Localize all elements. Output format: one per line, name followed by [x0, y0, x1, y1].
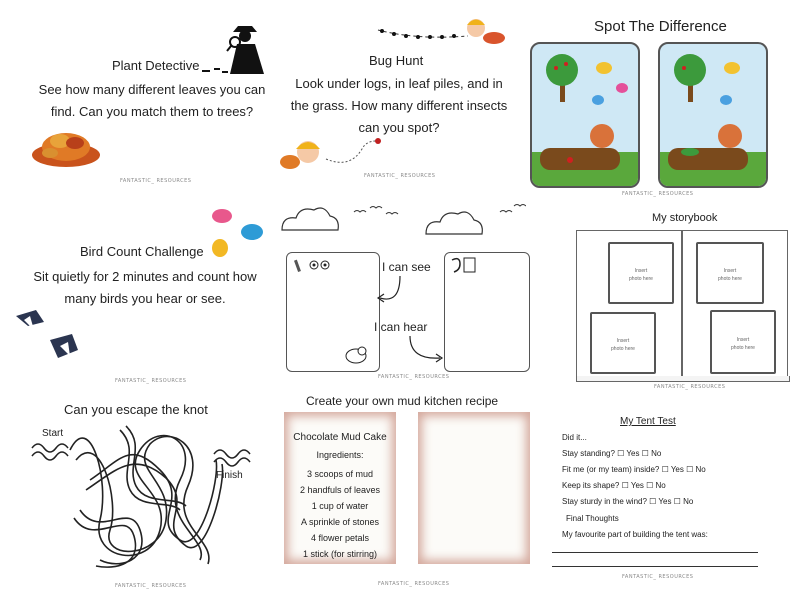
watermark: FANTASTIC_ RESOURCES: [378, 374, 450, 380]
knot-maze[interactable]: [30, 420, 260, 570]
ingredient-6: 1 stick (for stirring): [302, 549, 377, 559]
blank-recipe-card[interactable]: [418, 412, 530, 564]
photo-frame-2[interactable]: [696, 242, 764, 304]
photo-frame-4[interactable]: [710, 310, 776, 374]
plant-detective-title: Plant Detective: [112, 58, 200, 73]
tent-test-title: My Tent Test: [620, 416, 676, 427]
ingredients-label: Ingredients:: [316, 450, 364, 460]
mud-kitchen-card: [266, 390, 532, 600]
photo-frame-label: Insert photo here: [611, 338, 635, 353]
ingredient-2: 2 handfuls of leaves: [299, 485, 381, 495]
ingredient-3: 1 cup of water: [311, 501, 369, 511]
watermark: FANTASTIC_ RESOURCES: [115, 583, 187, 589]
bird-count-body: Sit quietly for 2 minutes and count how many birds you hear or see.: [33, 269, 257, 306]
arrows-icon: [366, 274, 446, 364]
tent-question-3: Keep its shape? ☐ Yes ☐ No: [562, 481, 666, 490]
bug-hunt-title: Bug Hunt: [369, 53, 424, 68]
watermark: FANTASTIC_ RESOURCES: [622, 574, 694, 580]
colorful-birds-icon: [206, 204, 268, 262]
bug-hunt-body: Look under logs, in leaf piles, and in the grass. How many different insects can you spot?: [290, 76, 508, 135]
ingredient-1: 3 scoops of mud: [306, 469, 374, 479]
watermark: FANTASTIC_ RESOURCES: [120, 178, 192, 184]
photo-frame-3[interactable]: [590, 312, 656, 374]
knot-start-label: Start: [42, 428, 64, 439]
pencil-eyes-icon: [294, 256, 334, 274]
storybook-title: My storybook: [652, 212, 718, 224]
clouds-icon: [276, 200, 526, 244]
difference-panel-right: [658, 42, 768, 188]
bird-count-title: Bird Count Challenge: [80, 244, 204, 259]
spot-difference-title: Spot The Difference: [594, 18, 727, 35]
i-can-hear-label: I can hear: [374, 320, 428, 334]
child-magnifier-icon: [280, 135, 390, 175]
recipe-card: [284, 412, 396, 564]
watermark: FANTASTIC_ RESOURCES: [115, 378, 187, 384]
detective-icon: [200, 22, 270, 77]
watermark: FANTASTIC_ RESOURCES: [622, 191, 694, 197]
ingredient-4: A sprinkle of stones: [300, 517, 380, 527]
plant-detective-card: [0, 0, 266, 200]
watermark: FANTASTIC_ RESOURCES: [378, 581, 450, 587]
knot-title: Can you escape the knot: [64, 402, 208, 417]
bug-hunt-card: [266, 0, 532, 200]
child-explorer-icon: [462, 14, 506, 48]
recipe-name: Chocolate Mud Cake: [293, 432, 387, 443]
knot-finish-label: Finish: [216, 470, 243, 481]
storybook-card: [532, 200, 800, 390]
photo-frame-label: Insert photo here: [629, 268, 653, 283]
see-hear-card: [266, 200, 532, 390]
tent-question-4: Stay sturdy in the wind? ☐ Yes ☐ No: [562, 497, 694, 506]
mud-kitchen-title: Create your own mud kitchen recipe: [306, 394, 499, 408]
tent-question-1: Stay standing? ☐ Yes ☐ No: [562, 449, 662, 458]
answer-line-1[interactable]: [552, 552, 758, 553]
photo-frame-label: Insert photo here: [731, 337, 755, 351]
flying-birds-icon: [14, 308, 84, 368]
ants-trail-icon: [376, 24, 471, 44]
photo-frame-label: Insert photo here: [718, 268, 742, 283]
favourite-part-label: My favourite part of building the tent was:: [562, 530, 708, 539]
tent-question-2: Fit me (or my team) inside? ☐ Yes ☐ No: [562, 465, 706, 474]
difference-panel-left: [530, 42, 640, 188]
leaf-pile-icon: [30, 125, 102, 167]
final-thoughts-label: Final Thoughts: [566, 514, 619, 523]
ear-note-icon: [448, 256, 478, 276]
i-can-see-label: I can see: [382, 260, 431, 274]
watermark: FANTASTIC_ RESOURCES: [364, 173, 436, 179]
bird-count-card: [0, 200, 266, 390]
spot-difference-card: [532, 0, 800, 200]
knot-maze-card: [0, 390, 266, 600]
tent-intro: Did it...: [562, 433, 587, 442]
bird-sketch-icon: [340, 342, 372, 368]
photo-frame-1[interactable]: [608, 242, 674, 304]
plant-detective-body: See how many different leaves you can find. Can you match them to trees?: [38, 82, 266, 119]
watermark: FANTASTIC_ RESOURCES: [654, 384, 726, 390]
ingredient-5: 4 flower petals: [310, 533, 370, 543]
tent-test-card: [532, 390, 800, 600]
answer-line-2[interactable]: [552, 566, 758, 567]
